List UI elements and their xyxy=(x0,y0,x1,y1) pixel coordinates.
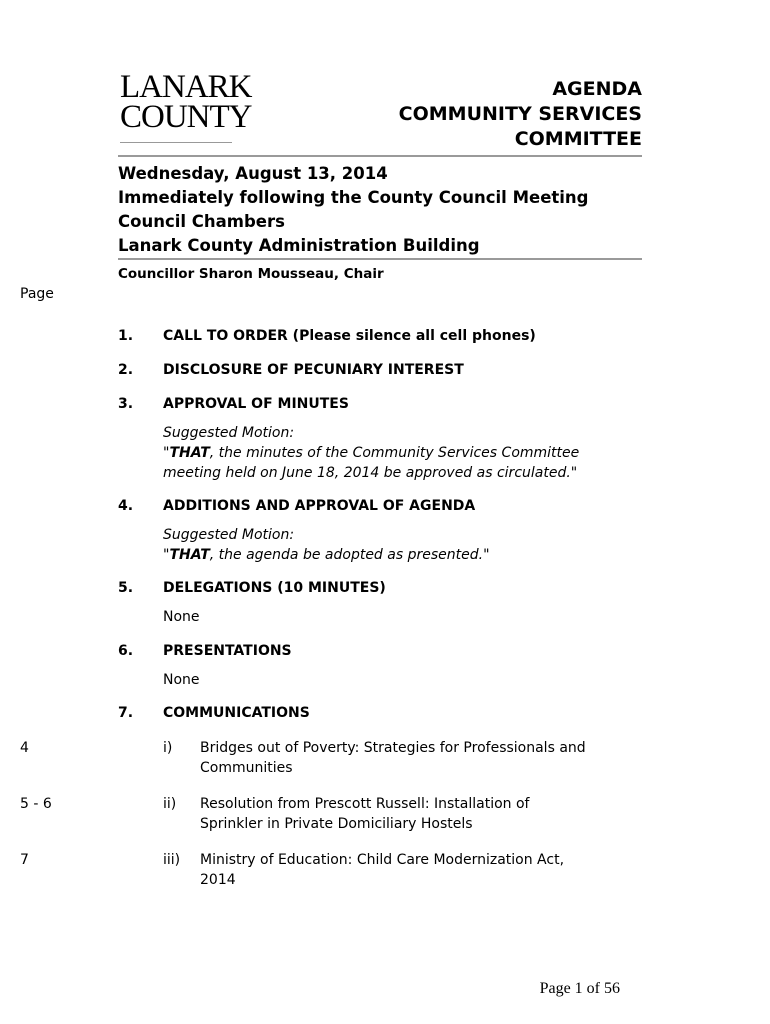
logo-line-1: LANARK xyxy=(120,69,252,105)
item-6-note: None xyxy=(163,672,200,688)
item-heading: DISCLOSURE OF PECUNIARY INTEREST xyxy=(163,362,464,378)
item-number: 2. xyxy=(118,362,134,378)
county-logo xyxy=(120,69,252,148)
logo-line-2: COUNTY xyxy=(120,99,252,135)
motion-label: Suggested Motion: xyxy=(163,425,295,441)
logo-underline xyxy=(120,142,232,143)
title-line-1: AGENDA xyxy=(552,78,642,100)
roman-numeral: iii) xyxy=(163,852,181,868)
agenda-title xyxy=(399,77,642,152)
meeting-date: Wednesday, August 13, 2014 xyxy=(118,164,388,183)
communication-title[interactable]: Bridges out of Poverty: Strategies for Professionals and Communities xyxy=(200,740,586,776)
title-line-3: COMMITTEE xyxy=(514,128,642,150)
communication-title[interactable]: Resolution from Prescott Russell: Installation of Sprinkler in Private Domiciliary Hostels xyxy=(200,796,530,832)
page-footer: Page 1 of 56 xyxy=(539,980,620,997)
title-line-2: COMMUNITY SERVICES xyxy=(398,103,642,125)
meeting-details xyxy=(118,162,588,258)
motion-line-2: meeting held on June 18, 2014 be approved as circulated." xyxy=(163,465,578,481)
item-5-note: None xyxy=(163,609,200,625)
item-number: 3. xyxy=(118,396,134,412)
divider-top xyxy=(118,155,642,157)
meeting-building: Lanark County Administration Building xyxy=(118,236,480,255)
item-heading: COMMUNICATIONS xyxy=(163,705,310,721)
motion-line-1: "THAT, the minutes of the Community Services Committee xyxy=(163,445,580,461)
divider-middle xyxy=(118,258,642,260)
motion-line-1: "THAT, the agenda be adopted as presented." xyxy=(163,547,490,563)
item-number: 1. xyxy=(118,328,134,344)
meeting-room: Council Chambers xyxy=(118,212,285,231)
meeting-time: Immediately following the County Council Meeting xyxy=(118,188,589,207)
item-heading: CALL TO ORDER (Please silence all cell phones) xyxy=(163,328,536,344)
item-number: 5. xyxy=(118,580,134,596)
item-heading: APPROVAL OF MINUTES xyxy=(163,396,349,412)
communication-title[interactable]: Ministry of Education: Child Care Modernization Act, 2014 xyxy=(200,852,565,888)
chair-name: Councillor Sharon Mousseau, Chair xyxy=(118,266,384,282)
page-column-label: Page xyxy=(20,286,54,302)
item-4-motion xyxy=(163,525,490,565)
item-number: 6. xyxy=(118,643,134,659)
item-heading: ADDITIONS AND APPROVAL OF AGENDA xyxy=(163,498,476,514)
item-3-motion xyxy=(163,423,579,483)
item-number: 7. xyxy=(118,705,134,721)
item-heading: PRESENTATIONS xyxy=(163,643,292,659)
page-ref: 7 xyxy=(20,852,29,868)
roman-numeral: ii) xyxy=(163,796,177,812)
item-number: 4. xyxy=(118,498,134,514)
page-ref: 4 xyxy=(20,740,29,756)
roman-numeral: i) xyxy=(163,740,173,756)
motion-label: Suggested Motion: xyxy=(163,527,295,543)
page-ref: 5 - 6 xyxy=(20,796,52,812)
item-heading: DELEGATIONS (10 MINUTES) xyxy=(163,580,386,596)
